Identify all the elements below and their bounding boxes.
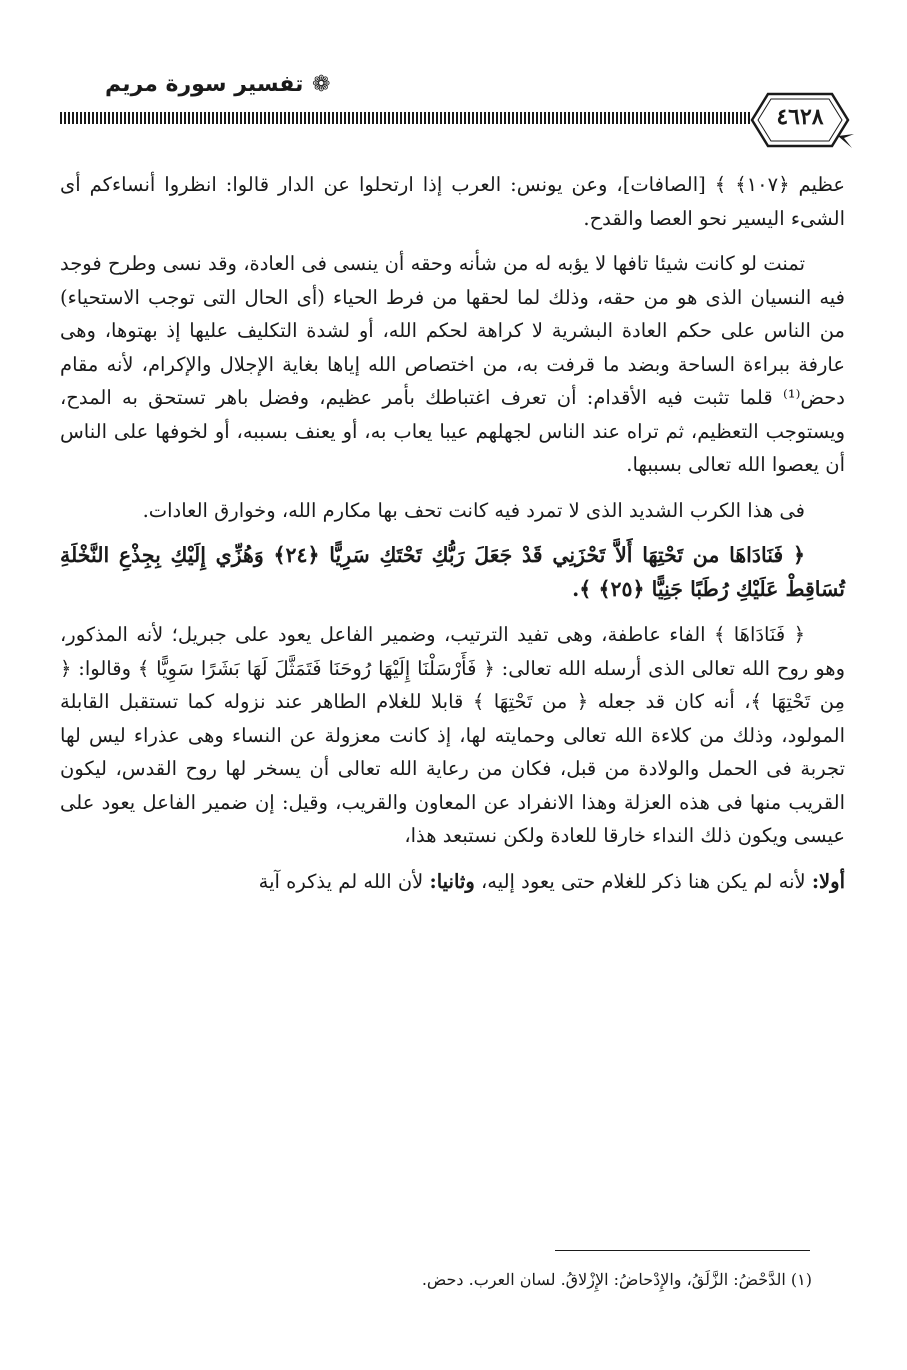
paragraph-text: لأن الله لم يذكره آية [258,869,430,893]
footnote-rule [555,1250,810,1251]
footnote: (١) الدَّحْضُ: الزَّلَقُ، والإِدْحاضُ: الإِزْلاقُ. لسان العرب. دحض. [421,1270,812,1289]
paragraph: تمنت لو كانت شيئا تافها لا يؤبه له من شأنه وحقه أن ينسى فى العادة، وقد نسى وطرح فوجد فيه النسيان الذى هو من حقه، وذلك لما لحقها من فرط الحياء (أى الحال التى توجب الاستحياء) من الناس على حكم العادة البشرية لا كراهة لحكم الله، أو لشدة التكليف عليها إذ بهتوها، وهى عارفة ببراءة الساحة وبضد ما قرفت به، من اختصاص الله إياها بغاية الإجلال والإكرام، لأنه مقام دحض⁽¹⁾ قلما تثبت فيه الأقدام: أن تعرف اغتباطك بأمر عظيم، وفضل باهر تستحق به المدح، ويستوجب التعظيم، ثم تراه عند الناس لجهلهم عيبا يعاب به، أو يعنف بسببه، أو لخوفها على الناس أن يعصوا الله تعالى بسببها. [60,252,845,476]
running-title: تفسير سورة مريم [105,72,304,97]
page-body [60,168,845,910]
paragraph-last [60,865,845,899]
page-header [40,60,870,160]
paragraph: عظيم ﴿١٠٧﴾ ﴾ [الصافات]، وعن يونس: العرب إذا ارتحلوا عن الدار قالوا: انظروا أنساءكم أى الشىء اليسير نحو العصا والقدح. [60,173,845,230]
ornament-icon: ❁ [312,72,331,97]
paragraph: ﴿ فَنَادَاهَا ﴾ الفاء عاطفة، وهى تفيد الترتيب، وضمير الفاعل يعود على جبريل؛ لأنه المذكور، وهو روح الله تعالى الذى أرسله الله تعالى: ﴿ فَأَرْسَلْنَا إِلَيْهَا رُوحَنَا فَتَمَثَّلَ لَهَا بَشَرًا سَوِيًّا ﴾ وقالوا: ﴿ مِن تَحْتِهَا ﴾، أنه كان قد جعله ﴿ من تَحْتِهَا ﴾ قابلا للغلام الطاهر عند نزوله كما تستقبل القابلة المولود، وذلك من كلاءة الله تعالى وحمايته لها، إذ كانت معزولة عن النساء وهى عذراء ليس لها تجربة فى الحمل والولادة من قبل، فكان من رعاية الله تعالى أن يسخر لها روح القدس، ليكون القريب منها فى هذه العزلة وهذا الانفراد عن المعاون والقريب، وقيل: إن ضمير الفاعل يعود على عيسى ويكون ذلك النداء خارقا للعادة ولكن نستبعد هذا، [60,623,845,847]
page-number: ٤٦٢٨ [776,104,824,130]
paragraph-mark: وثانيا: [429,869,475,893]
quran-verse: ﴿ فَنَادَاهَا من تَحْتِهَا أَلاَّ تَحْزَنِي قَدْ جَعَلَ رَبُّكِ تَحْتَكِ سَرِيًّا ﴿٢٤﴾ وَهُزِّي إِلَيْكِ بِجِذْعِ النَّخْلَةِ تُسَاقِطْ عَلَيْكِ رُطَبًا جَنِيًّا ﴿٢٥﴾ ﴾. [60,543,845,601]
paragraph-text: لأنه لم يكن هنا ذكر للغلام حتى يعود إليه، [474,869,812,893]
paragraph: فى هذا الكرب الشديد الذى لا تمرد فيه كانت تحف بها مكارم الله، وخوارق العادات. [142,498,805,522]
header-rule [60,112,750,124]
page-number-badge [740,88,860,152]
paragraph-mark: أولا: [811,869,845,893]
